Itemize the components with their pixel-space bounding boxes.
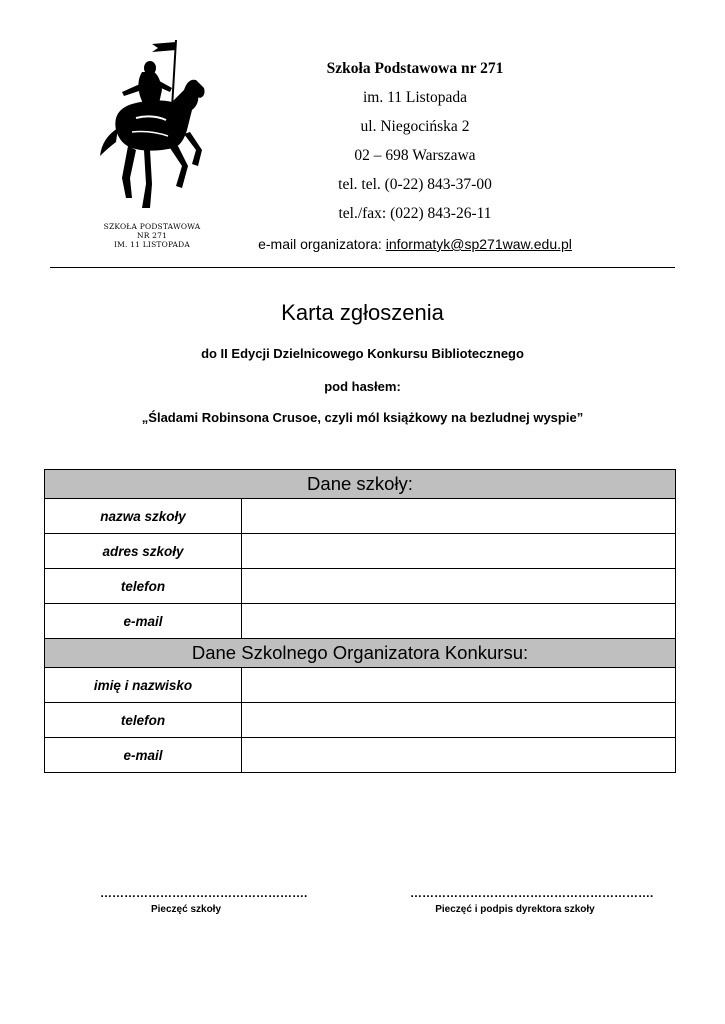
school-fax: tel./fax: (022) 843-26-11 [338, 205, 492, 222]
school-section-row [45, 470, 676, 499]
school-name-field[interactable] [242, 499, 676, 534]
contest-motto: „Śladami Robinsona Crusoe, czyli mól książkowy na bezludnej wyspie” [141, 410, 584, 425]
school-phone-field[interactable] [242, 569, 676, 604]
organizer-name-label: imię i nazwisko [45, 668, 242, 703]
email-link[interactable]: informatyk@sp271waw.edu.pl [385, 236, 572, 252]
table-row [45, 534, 676, 569]
school-address-label: adres szkoły [45, 534, 242, 569]
subtitle-line-2: pod hasłem: [324, 379, 401, 394]
table-row [45, 604, 676, 639]
school-name: Szkoła Podstawowa nr 271 [326, 60, 504, 77]
school-email-field[interactable] [242, 604, 676, 639]
school-phone: tel. tel. (0-22) 843-37-00 [338, 176, 492, 193]
director-signature-line: ……………………………………………………. [410, 886, 654, 900]
logo-line-3: IM. 11 LISTOPADA [114, 240, 190, 249]
table-row [45, 738, 676, 773]
school-street: ul. Niegocińska 2 [360, 118, 470, 135]
organizer-name-field[interactable] [242, 668, 676, 703]
table-row [45, 668, 676, 703]
organizer-email-label: e-mail [45, 738, 242, 773]
director-signature-caption: Pieczęć i podpis dyrektora szkoły [435, 904, 595, 915]
school-phone-label: telefon [45, 569, 242, 604]
logo-line-2: NR 271 [136, 231, 168, 240]
school-city: 02 – 698 Warszawa [354, 147, 476, 164]
school-logo [92, 38, 212, 263]
school-address-field[interactable] [242, 534, 676, 569]
logo-line-1: SZKOŁA PODSTAWOWA [103, 222, 201, 231]
organizer-phone-field[interactable] [242, 703, 676, 738]
organizer-section-row [45, 639, 676, 668]
school-name-label: nazwa szkoły [45, 499, 242, 534]
registration-form-table [44, 469, 676, 773]
school-stamp-caption: Pieczęć szkoły [150, 904, 222, 915]
horseman-emblem-icon [92, 38, 212, 223]
school-stamp-block [100, 886, 308, 915]
email-label: e-mail organizatora: [258, 236, 386, 252]
school-stamp-line: ……………………………………………. [100, 886, 308, 900]
header-divider [50, 267, 675, 268]
director-signature-block [410, 886, 654, 915]
school-section-header: Dane szkoły: [45, 470, 676, 499]
school-email-label: e-mail [45, 604, 242, 639]
table-row [45, 569, 676, 604]
organizer-email-line [230, 236, 600, 252]
organizer-phone-label: telefon [45, 703, 242, 738]
school-patron: im. 11 Listopada [362, 89, 468, 106]
page-title: Karta zgłoszenia [281, 300, 444, 325]
table-row [45, 703, 676, 738]
organizer-section-header: Dane Szkolnego Organizatora Konkursu: [45, 639, 676, 668]
organizer-email-field[interactable] [242, 738, 676, 773]
table-row [45, 499, 676, 534]
subtitle-line-1: do II Edycji Dzielnicowego Konkursu Bibliotecznego [201, 346, 524, 361]
